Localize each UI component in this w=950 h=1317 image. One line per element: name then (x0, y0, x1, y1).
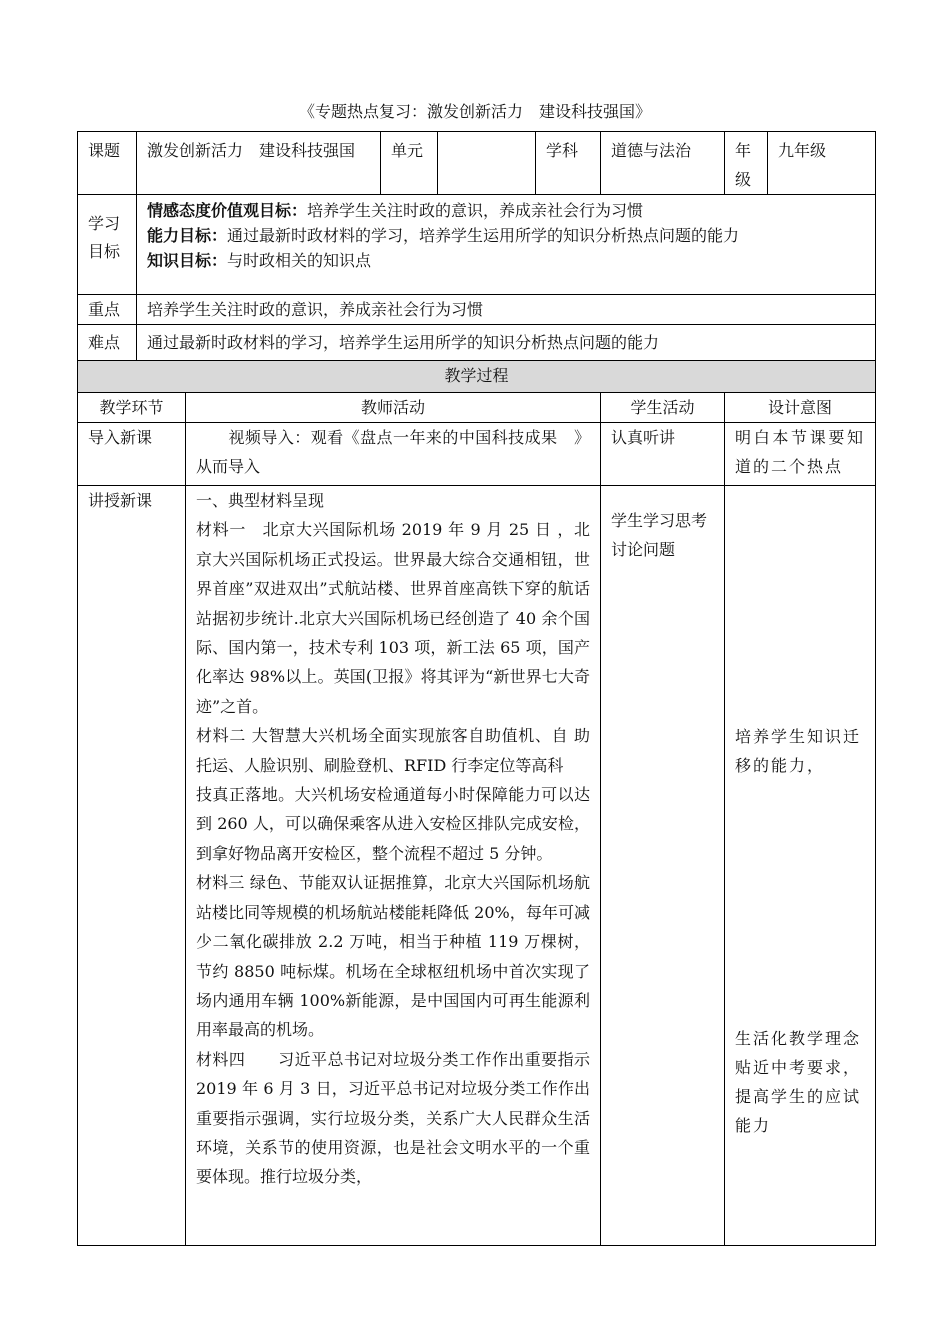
goal-knowledge (147, 248, 865, 273)
document-title: 《专题热点复习：激发创新活力 建设科技强国》 (298, 102, 651, 121)
goal-affective-text: 培养学生关注时政的意识，养成亲社会行为习惯 (307, 201, 644, 220)
key-row (78, 295, 876, 325)
lecture-design-2: 生活化教学理念贴近中考要求，提高学生的应试能力 (735, 1029, 862, 1135)
goal-ability-head: 能力目标： (147, 226, 228, 245)
lecture-para-3: 材料二 大智慧大兴机场全面实现旅客自助值机、自 助托运、人脸识别、刷脸登机、RFID 行李定位等高科 (196, 726, 591, 775)
grade-label: 年级 (725, 132, 768, 195)
key-label: 重点 (78, 295, 137, 325)
unit-value (438, 132, 536, 195)
lecture-student-text: 学生学习思考讨论问题 (611, 511, 708, 559)
lecture-para-1: 一、典型材料呈现 (196, 491, 325, 510)
column-teacher: 教师活动 (186, 393, 601, 423)
goal-knowledge-text: 与时政相关的知识点 (227, 251, 372, 270)
goal-ability (147, 223, 865, 248)
goal-affective (147, 198, 865, 223)
column-design: 设计意图 (725, 393, 876, 423)
lecture-teacher (186, 486, 601, 1246)
key-text: 培养学生关注时政的意识，养成亲社会行为习惯 (137, 295, 876, 325)
lecture-para-2: 材料一 北京大兴国际机场 2019 年 9 月 25 日 ，北京大兴国际机场正式投运。世界最大综合交通相钮，世界首座”双进双出”式航站楼、世界首座高铁下穿的航话站据初步统计.北京大兴国际机场已经创造了 40 余个国际、国内第一，技术专利 103 项，新工法 65 项，国产化率达 98%以上。英国(卫报》将其评为“新世界七大奇迹”之首。 (196, 520, 591, 716)
lecture-design (725, 486, 876, 1246)
goal-knowledge-head: 知识目标： (147, 251, 228, 270)
column-student: 学生活动 (601, 393, 725, 423)
goal-affective-head: 情感态度价值观目标： (147, 201, 308, 220)
intro-teacher-text: 视频导入：观看《盘点一年来的中国科技成果 》从而导入 (196, 428, 591, 476)
lecture-design-1: 培养学生知识迁移的能力， (735, 727, 862, 775)
column-header-row (78, 393, 876, 423)
intro-row (78, 423, 876, 486)
column-stage: 教学环节 (78, 393, 186, 423)
course-value: 激发创新活力 建设科技强国 (137, 132, 381, 195)
difficulty-text: 通过最新时政材料的学习，培养学生运用所学的知识分析热点问题的能力 (137, 325, 876, 361)
difficulty-row (78, 325, 876, 361)
goals-label (78, 195, 137, 295)
lesson-plan-table (77, 131, 876, 1246)
subject-label: 学科 (536, 132, 601, 195)
process-header-row (78, 361, 876, 393)
course-row (78, 132, 876, 195)
subject-value: 道德与法治 (601, 132, 725, 195)
goals-row (78, 195, 876, 295)
goal-ability-text: 通过最新时政材料的学习，培养学生运用所学的知识分析热点问题的能力 (227, 226, 740, 245)
difficulty-label: 难点 (78, 325, 137, 361)
intro-teacher (186, 423, 601, 486)
lecture-row (78, 486, 876, 1246)
process-header: 教学过程 (78, 361, 876, 393)
lecture-para-5: 材料三 绿色、节能双认证据推算，北京大兴国际机场航站楼比同等规模的机场航站楼能耗降低 20%，每年可减少二氧化碳排放 2.2 万吨，相当于种植 119 万棵树，节约 8850 吨标煤。机场在全球枢纽机场中首次实现了场内通用车辆 100%新能源，是中国国内可再生能源利用率最高的机场。 (196, 873, 591, 1040)
lecture-student (601, 486, 725, 1246)
unit-label: 单元 (381, 132, 438, 195)
lecture-para-4: 技真正落地。大兴机场安检通道每小时保障能力可以达到 260 人，可以确保乘客从进入安检区排队完成安检，到拿好物品离开安检区，整个流程不超过 5 分钟。 (196, 785, 591, 863)
course-label: 课题 (78, 132, 137, 195)
lecture-para-6: 材料四 习近平总书记对垃圾分类工作作出重要指示 2019 年 6 月 3 日，习近平总书记对垃圾分类工作作出重要指示强调，实行垃圾分类，关系广大人民群众生活环境，关系节的使用资源，也是社会文明水平的一个重要体现。推行垃圾分类， (196, 1049, 591, 1187)
grade-value: 九年级 (768, 132, 876, 195)
goals-label-text: 学习目标 (88, 213, 121, 261)
intro-design: 明白本节课要知道的二个热点 (725, 423, 876, 486)
goals-content (137, 195, 876, 295)
intro-stage: 导入新课 (78, 423, 186, 486)
intro-student: 认真听讲 (601, 423, 725, 486)
lecture-stage: 讲授新课 (78, 486, 186, 1246)
